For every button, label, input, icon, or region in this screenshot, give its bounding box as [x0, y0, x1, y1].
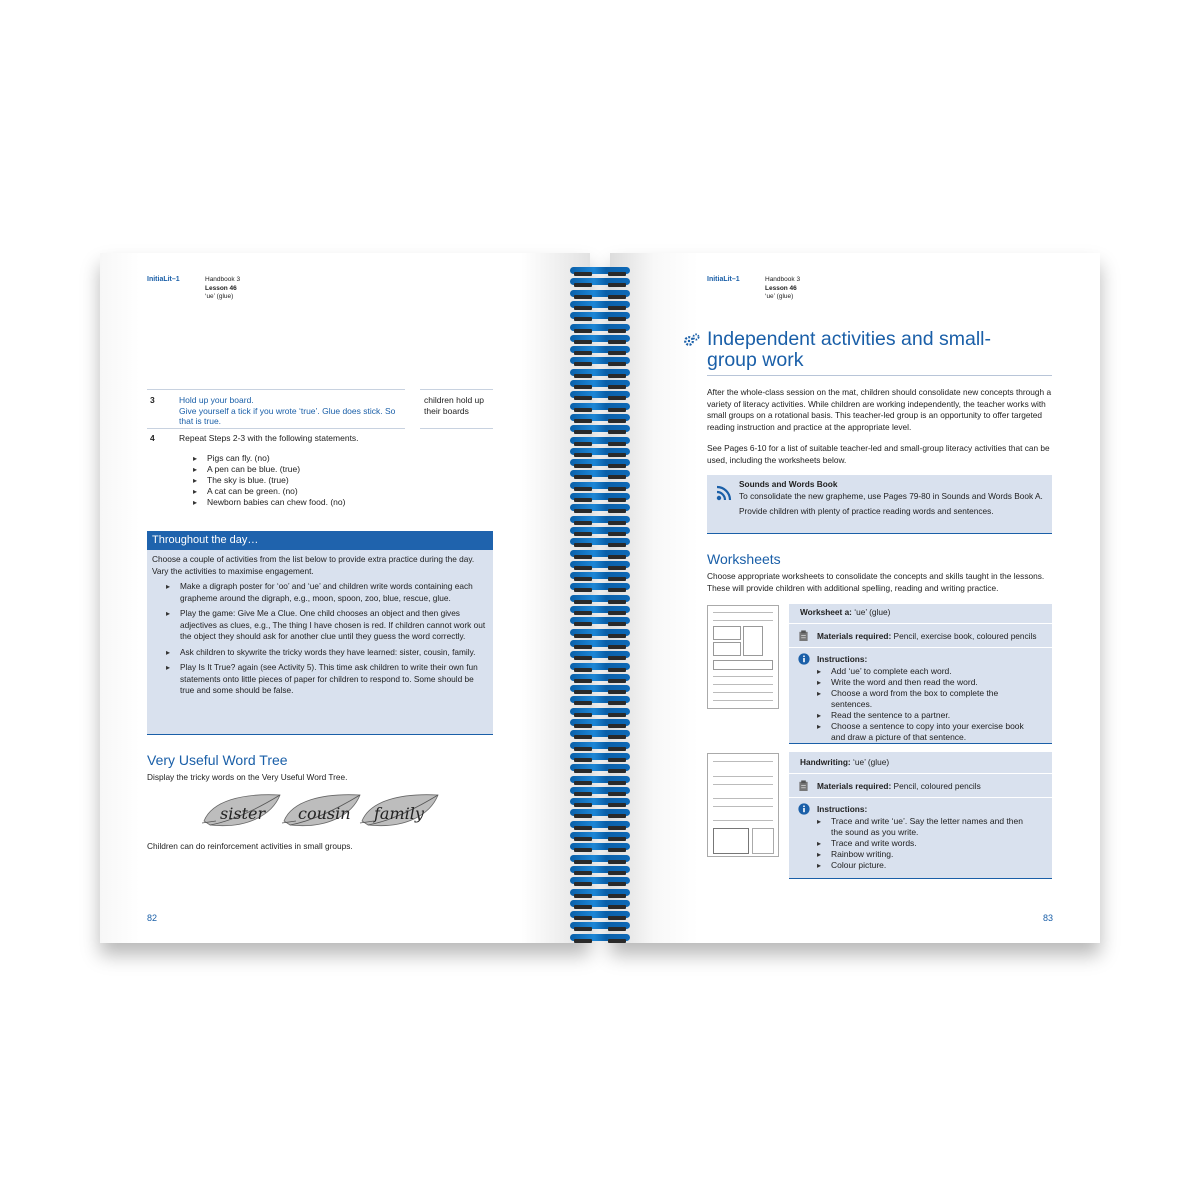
worksheet-a-label: Worksheet a: — [800, 607, 852, 617]
handbook-label: Handbook 3 — [765, 276, 801, 283]
intro-paragraph: After the whole-class session on the mat, children should consolidate new concepts through a variety of literacy activities. While children are working independently, the teacher works with small groups on a rotational basis. This teacher-led group is an opportunity to offer targeted reading instruction and practice at the appropriate level. — [707, 387, 1052, 432]
binding-hole — [574, 713, 592, 717]
binding-hole — [608, 408, 626, 412]
binding-hole — [574, 566, 592, 570]
statement-list — [193, 453, 433, 508]
binding-hole — [574, 826, 592, 830]
binding-hole — [574, 894, 592, 898]
binding-hole — [574, 295, 592, 299]
binding-hole — [608, 871, 626, 875]
binding-hole — [608, 396, 626, 400]
right-page — [610, 253, 1100, 943]
info-icon — [798, 653, 810, 665]
gears-icon — [683, 333, 701, 347]
brand-label: InitiaLit–1 — [147, 276, 180, 283]
binding-hole — [608, 939, 626, 943]
binding-hole — [608, 701, 626, 705]
binding-hole — [574, 701, 592, 705]
list-item: ▸ Play the game: Give Me a Clue. One child chooses an object and then gives adjectives as clues, e.g., The thing I have chosen is red. If children cannot work out the object they should ask for another clue until they guess the word correctly. — [162, 608, 488, 643]
throughout-intro: Choose a couple of activities from the list below to provide extra practice during the day. Vary the activities to maximise engagement. — [152, 554, 475, 576]
sounds-words-line: Provide children with plenty of practice reading words and sentences. — [739, 506, 994, 516]
materials-label: Materials required: — [817, 781, 892, 791]
binding-hole — [608, 272, 626, 276]
leaf-icon — [202, 795, 280, 826]
worksheets-intro: Choose appropriate worksheets to consolidate the concepts and skills taught in the lessons. These will provide children with additional spelling, reading and writing practice. — [707, 571, 1045, 593]
binding-hole — [608, 622, 626, 626]
binding-hole — [574, 464, 592, 468]
binding-hole — [608, 656, 626, 660]
step-number: 3 — [150, 395, 155, 405]
list-item: ▸ Read the sentence to a partner. — [817, 710, 1037, 721]
binding-hole — [574, 882, 592, 886]
binding-hole — [608, 419, 626, 423]
binding-hole — [574, 385, 592, 389]
binding-hole — [574, 329, 592, 333]
throughout-box — [147, 550, 493, 735]
binding-hole — [608, 894, 626, 898]
binding-hole — [574, 600, 592, 604]
handwriting-label: Handwriting: — [800, 757, 851, 767]
binding-hole — [574, 283, 592, 287]
binding-hole — [574, 419, 592, 423]
list-item: ▸ A cat can be green. (no) — [193, 486, 433, 497]
binding-hole — [574, 690, 592, 694]
binding-hole — [574, 656, 592, 660]
binding-hole — [574, 905, 592, 909]
divider — [420, 389, 493, 390]
leaf-word: sister — [220, 804, 266, 823]
binding-hole — [574, 724, 592, 728]
leaf-icon — [282, 795, 360, 826]
binding-hole — [574, 555, 592, 559]
info-icon — [798, 803, 810, 815]
binding-hole — [574, 430, 592, 434]
binding-hole — [608, 724, 626, 728]
binding-hole — [574, 848, 592, 852]
list-item: ▸ Choose a word from the box to complete the sentences. — [817, 688, 1037, 710]
materials-list: Pencil, exercise book, coloured pencils — [891, 631, 1037, 641]
list-item: ▸ Make a digraph poster for ‘oo’ and ‘ue’ and children write words containing each grapheme around the digraph, e.g., moon, spoon, zoo, blue, rescue, glue. — [162, 581, 488, 604]
binding-hole — [574, 521, 592, 525]
binding-hole — [574, 272, 592, 276]
activity-list — [162, 581, 488, 697]
binding-hole — [574, 916, 592, 920]
binding-hole — [608, 532, 626, 536]
binding-hole — [608, 351, 626, 355]
handwriting-panel — [789, 752, 1052, 879]
instructions-list — [817, 666, 1037, 743]
binding-hole — [574, 543, 592, 547]
sounds-words-line: To consolidate the new grapheme, use Pages 79-80 in Sounds and Words Book A. — [739, 490, 1043, 501]
binding-hole — [574, 532, 592, 536]
divider — [147, 428, 405, 429]
binding-hole — [608, 758, 626, 762]
binding-hole — [608, 747, 626, 751]
binding-hole — [574, 588, 592, 592]
handwriting-title — [789, 752, 1052, 774]
binding-hole — [574, 634, 592, 638]
binding-hole — [608, 283, 626, 287]
page-title: Independent activities and small-group work — [707, 328, 991, 371]
step-line: Give yourself a tick if you wrote ‘true’. Glue does stick. So that is true. — [179, 405, 396, 426]
binding-hole — [574, 362, 592, 366]
word-tree-text: Display the tricky words on the Very Useful Word Tree. — [147, 772, 348, 782]
binding-hole — [574, 374, 592, 378]
leaf-word: family — [374, 804, 424, 823]
binding-hole — [574, 837, 592, 841]
binding-hole — [574, 475, 592, 479]
binding-hole — [608, 860, 626, 864]
binding-hole — [608, 521, 626, 525]
binding-hole — [574, 758, 592, 762]
list-item: ▸ Play Is It True? again (see Activity 5). This time ask children to write their own fun statements onto little pieces of paper for children to respond to. Some should be true and some should be false. — [162, 662, 488, 697]
binding-hole — [574, 792, 592, 796]
binding-hole — [608, 453, 626, 457]
binding-hole — [574, 351, 592, 355]
list-item: ▸ Rainbow writing. — [817, 849, 1037, 860]
binding-hole — [608, 362, 626, 366]
binding-hole — [574, 498, 592, 502]
page-number: 82 — [147, 913, 158, 923]
binding-hole — [574, 340, 592, 344]
handbook-label: Handbook 3 — [205, 276, 241, 283]
step-line: Hold up your board. — [179, 395, 254, 405]
binding-hole — [608, 781, 626, 785]
leaf-icon — [360, 795, 438, 826]
instructions-label: Instructions: — [817, 654, 868, 664]
list-item: ▸ The sky is blue. (true) — [193, 475, 433, 486]
leaf-word: cousin — [298, 804, 351, 823]
step-number: 4 — [150, 433, 155, 443]
divider — [420, 428, 493, 429]
list-item: ▸ Choose a sentence to copy into your exercise book and draw a picture of that sentence. — [817, 721, 1037, 743]
worksheet-a-materials — [789, 625, 1052, 648]
binding-hole — [574, 781, 592, 785]
binding-hole — [608, 543, 626, 547]
page-number: 83 — [1042, 913, 1053, 923]
intro-paragraph: See Pages 6-10 for a list of suitable teacher-led and small-group literacy activities that can be used, including the worksheets below. — [707, 443, 1050, 465]
handwriting-thumbnail[interactable] — [707, 753, 779, 857]
list-item: ▸ Newborn babies can chew food. (no) — [193, 497, 433, 508]
binding-hole — [608, 442, 626, 446]
binding-hole — [608, 430, 626, 434]
binding-hole — [574, 769, 592, 773]
binding-hole — [574, 860, 592, 864]
brand-label: InitiaLit–1 — [707, 276, 740, 283]
binding-hole — [574, 735, 592, 739]
sounds-words-content — [739, 479, 1044, 518]
list-item: ▸ Ask children to skywrite the tricky words they have learned: sister, cousin, family. — [162, 647, 488, 659]
instructions-list — [817, 816, 1037, 871]
materials-list: Pencil, coloured pencils — [891, 781, 981, 791]
binding-hole — [574, 871, 592, 875]
binding-hole — [608, 634, 626, 638]
step-text: Repeat Steps 2-3 with the following statements. — [179, 433, 359, 443]
worksheets-title: Worksheets — [707, 551, 781, 567]
binding-hole — [608, 340, 626, 344]
binding-hole — [608, 803, 626, 807]
book-signal-icon — [715, 484, 733, 502]
sounds-words-title: Sounds and Words Book — [739, 479, 838, 489]
worksheet-a-focus: ‘ue’ (glue) — [851, 607, 891, 617]
list-item: ▸ Colour picture. — [817, 860, 1037, 871]
binding-hole — [574, 645, 592, 649]
binding-hole — [608, 317, 626, 321]
handwriting-instructions — [789, 799, 1052, 879]
binding-hole — [608, 690, 626, 694]
binding-hole — [608, 668, 626, 672]
divider — [707, 375, 1052, 376]
word-tree-leaves — [202, 791, 442, 833]
step-response: children hold up their boards — [424, 395, 485, 416]
binding-hole — [574, 939, 592, 943]
list-item: ▸ Pigs can fly. (no) — [193, 453, 433, 464]
list-item: ▸ Add ‘ue’ to complete each word. — [817, 666, 1037, 677]
binding-hole — [608, 498, 626, 502]
throughout-title: Throughout the day… — [147, 531, 493, 550]
binding-hole — [608, 464, 626, 468]
word-tree-title: Very Useful Word Tree — [147, 752, 288, 768]
binding-hole — [574, 611, 592, 615]
binding-hole — [608, 735, 626, 739]
binding-hole — [608, 927, 626, 931]
sounds-words-box — [707, 475, 1052, 534]
handwriting-materials — [789, 775, 1052, 798]
binding-hole — [608, 374, 626, 378]
binding-hole — [608, 905, 626, 909]
clipboard-icon — [798, 780, 809, 791]
binding-hole — [608, 826, 626, 830]
binding-hole — [608, 295, 626, 299]
binding-hole — [574, 487, 592, 491]
materials-label: Materials required: — [817, 631, 892, 641]
worksheet-a-panel — [789, 604, 1052, 744]
focus-label: ‘ue’ (glue) — [765, 293, 794, 300]
focus-label: ‘ue’ (glue) — [205, 293, 234, 300]
list-item: ▸ Trace and write words. — [817, 838, 1037, 849]
binding-hole — [574, 679, 592, 683]
binding-hole — [574, 577, 592, 581]
worksheet-a-instructions — [789, 649, 1052, 744]
left-page — [100, 253, 590, 943]
binding-hole — [608, 588, 626, 592]
binding-hole — [574, 453, 592, 457]
binding-hole — [608, 769, 626, 773]
binding-hole — [608, 566, 626, 570]
binding-hole — [608, 679, 626, 683]
lesson-header — [205, 276, 240, 302]
binding-hole — [608, 475, 626, 479]
list-item: ▸ A pen can be blue. (true) — [193, 464, 433, 475]
binding-hole — [608, 916, 626, 920]
worksheet-a-thumbnail[interactable] — [707, 605, 779, 709]
binding-hole — [608, 611, 626, 615]
binding-hole — [608, 882, 626, 886]
lesson-header — [765, 276, 800, 302]
spiral-binding — [560, 255, 640, 945]
binding-hole — [574, 317, 592, 321]
handwriting-focus: ‘ue’ (glue) — [850, 757, 890, 767]
binding-hole — [574, 622, 592, 626]
binding-hole — [608, 792, 626, 796]
binding-hole — [574, 306, 592, 310]
binding-hole — [608, 837, 626, 841]
worksheet-a-title — [789, 604, 1052, 624]
binding-hole — [574, 509, 592, 513]
binding-hole — [574, 442, 592, 446]
binding-hole — [608, 555, 626, 559]
binding-hole — [608, 509, 626, 513]
binding-hole — [608, 577, 626, 581]
clipboard-icon — [798, 630, 809, 641]
binding-hole — [608, 713, 626, 717]
binding-hole — [608, 848, 626, 852]
binding-hole — [574, 396, 592, 400]
binding-hole — [574, 408, 592, 412]
lesson-label: Lesson 46 — [205, 284, 237, 292]
binding-hole — [574, 747, 592, 751]
binding-hole — [608, 600, 626, 604]
divider — [147, 389, 405, 390]
binding-hole — [574, 814, 592, 818]
list-item: ▸ Write the word and then read the word. — [817, 677, 1037, 688]
binding-hole — [574, 927, 592, 931]
binding-hole — [608, 329, 626, 333]
binding-hole — [608, 645, 626, 649]
step-text — [179, 395, 404, 427]
list-item: ▸ Trace and write ‘ue’. Say the letter names and then the sound as you write. — [817, 816, 1037, 838]
lesson-label: Lesson 46 — [765, 284, 797, 292]
binding-hole — [608, 487, 626, 491]
instructions-label: Instructions: — [817, 804, 868, 814]
binding-hole — [608, 306, 626, 310]
binding-hole — [574, 668, 592, 672]
binding-hole — [574, 803, 592, 807]
binding-hole — [608, 814, 626, 818]
binding-hole — [608, 385, 626, 389]
word-tree-footer: Children can do reinforcement activities in small groups. — [147, 841, 353, 851]
